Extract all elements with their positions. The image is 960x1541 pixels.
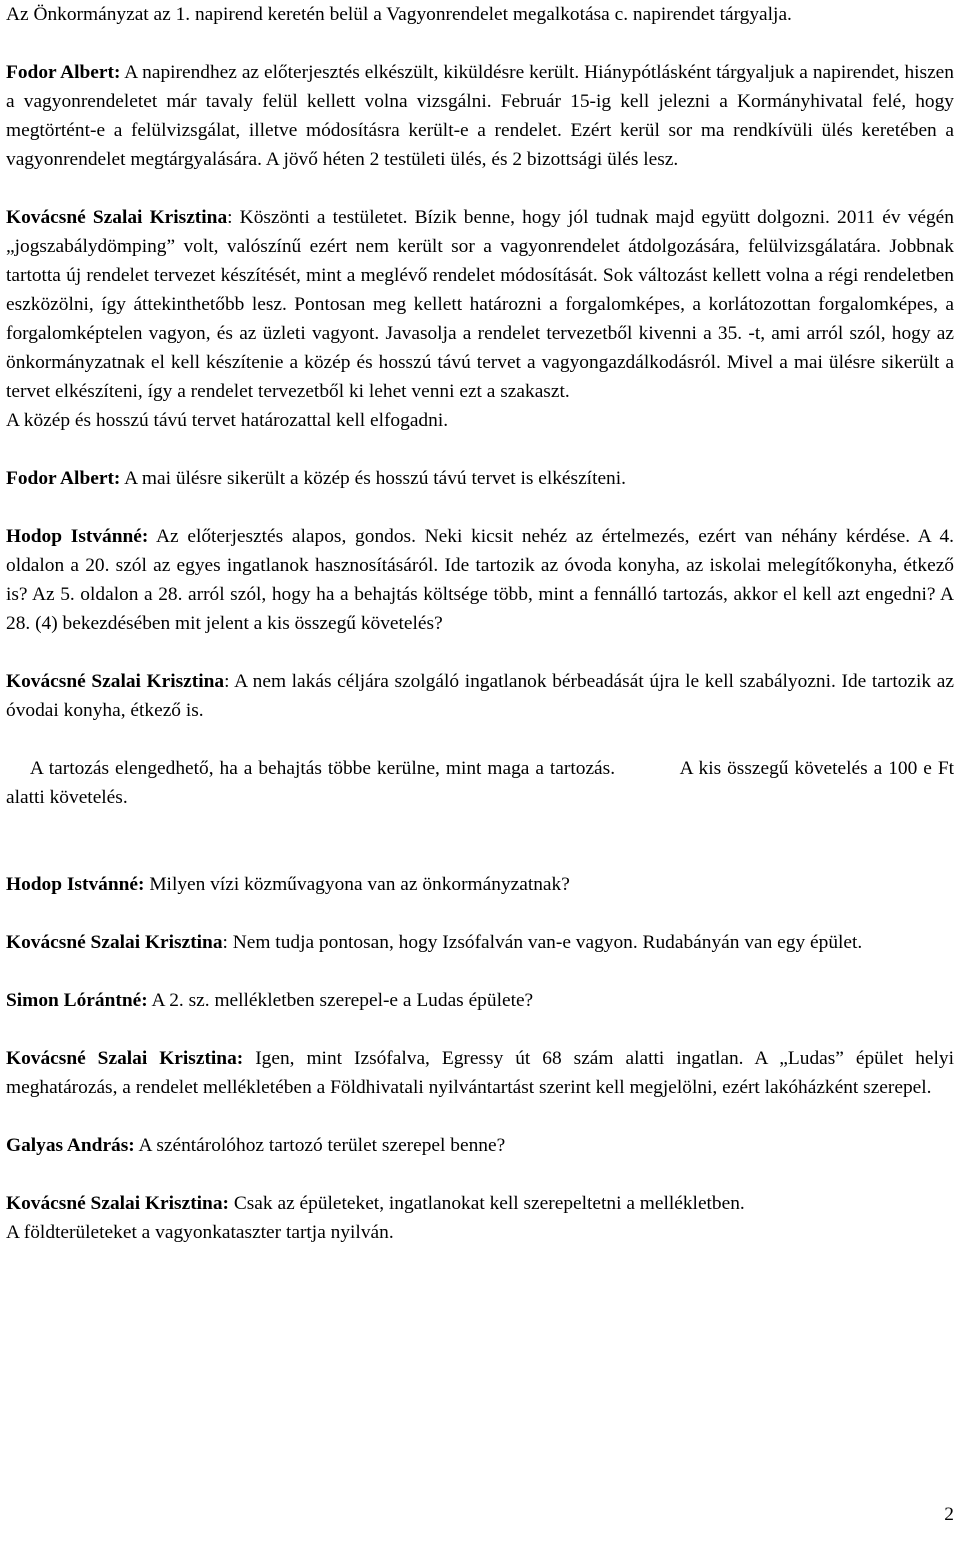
paragraph-kovacsne-4	[6, 1044, 954, 1102]
paragraph-galyas	[6, 1131, 954, 1160]
speaker-name: Fodor Albert:	[6, 62, 121, 83]
paragraph-text: Milyen vízi közművagyona van az önkormányzatnak?	[144, 874, 570, 895]
paragraph-text: A 2. sz. mellékletben szerepel-e a Ludas épülete?	[147, 990, 534, 1011]
paragraph-simon	[6, 986, 954, 1015]
paragraph-hodop-1	[6, 522, 954, 638]
speaker-name: Kovácsné Szalai Krisztina	[6, 207, 228, 228]
paragraph-fodor-1	[6, 58, 954, 174]
speaker-name: Simon Lórántné:	[6, 990, 148, 1011]
page-number: 2	[944, 1504, 954, 1525]
speaker-name: Fodor Albert:	[6, 468, 121, 489]
paragraph-kovacsne-1-extra	[6, 406, 954, 435]
paragraph-text: A mai ülésre sikerült a közép és hosszú távú tervet is elkészíteni.	[120, 468, 626, 489]
paragraph-text: : Nem tudja pontosan, hogy Izsófalván van-e vagyon. Rudabányán van egy épület.	[222, 932, 863, 953]
paragraph-text: Igen, mint Izsófalva, Egressy út 68 szám alatti ingatlan. A „Ludas” épület helyi meghatározás, a rendelet mellékletében a Földhivatali nyilvántartást szerint kell megjelölni, ezért lakóházként szerepel.	[6, 1048, 955, 1098]
document-page	[6, 0, 959, 1247]
paragraph-kovacsne-5-extra	[6, 1218, 954, 1247]
paragraph-kovacsne-5	[6, 1189, 954, 1218]
paragraph-kovacsne-2-extra	[6, 725, 959, 841]
speaker-name: Hodop Istvánné:	[6, 874, 145, 895]
speaker-name: Kovácsné Szalai Krisztina	[6, 671, 225, 692]
paragraph-intro	[6, 0, 954, 29]
paragraph-fodor-2	[6, 464, 954, 493]
paragraph-kovacsne-2	[6, 667, 954, 725]
speaker-name: Galyas András:	[6, 1135, 135, 1156]
paragraph-kovacsne-3	[6, 928, 954, 957]
speaker-name: Kovácsné Szalai Krisztina:	[6, 1048, 244, 1069]
speaker-name: Kovácsné Szalai Krisztina	[6, 932, 223, 953]
paragraph-text: Az előterjesztés alapos, gondos. Neki kicsit nehéz az értelmezés, ezért van néhány kérdése. A 4. oldalon a 20. szól az egyes ingatlanok hasznosításáról. Ide tartozik az óvoda konyha, az iskolai melegítőkonyha, étkező is? Az 5. oldalon a 28. arról szól, hogy ha a behajtás költsége több, mint a fennálló tartozás, akkor el kell azt engedni? A 28. (4) bekezdésében mit jelent a kis összegű követelés?	[6, 526, 954, 634]
paragraph-text: A földterületeket a vagyonkataszter tartja nyilván.	[6, 1222, 394, 1243]
paragraph-text: : A nem lakás céljára szolgáló ingatlanok bérbeadását újra le kell szabályozni. Ide tartozik az óvodai konyha, étkező is.	[6, 671, 954, 721]
paragraph-text: Az Önkormányzat az 1. napirend keretén belül a Vagyonrendelet megalkotása c. napirendet tárgyalja.	[6, 4, 792, 25]
paragraph-text: A közép és hosszú távú tervet határozattal kell elfogadni.	[6, 410, 449, 431]
speaker-name: Kovácsné Szalai Krisztina:	[6, 1193, 229, 1214]
paragraph-text: : Köszönti a testületet. Bízik benne, hogy jól tudnak majd együtt dolgozni. 2011 év végén „jogszabálydömping” volt, valószínű ezért nem került sor a vagyonrendelet átdolgozására, felülvizsgálatára. Jobbnak tartotta új rendelet tervezet készítését, mint a meglévő rendelet módosítását. Sok változást kellett volna a régi rendeletben eszközölni, így áttekinthetőbb lesz. Pontosan meg kellett határozni a forgalomképes, a korlátozottan forgalomképes, a forgalomképtelen vagyon, és az üzleti vagyont. Javasolja a rendelet tervezetből kivenni a 35. -t, ami arról szól, hogy az önkormányzatnak el kell készítenie a közép és hosszú távú tervet a vagyongazdálkodásról. Mivel a mai ülésre sikerült a tervet elkészíteni, így a rendelet tervezetből ki lehet venni ezt a szakaszt.	[6, 207, 954, 402]
paragraph-text: Csak az épületeket, ingatlanokat kell szerepeltetni a mellékletben.	[228, 1193, 745, 1214]
paragraph-kovacsne-1	[6, 203, 954, 406]
speaker-name: Hodop Istvánné:	[6, 526, 149, 547]
paragraph-hodop-2	[6, 870, 954, 899]
paragraph-text: A tartozás elengedhető, ha a behajtás többe kerülne, mint maga a tartozás. A kis összegű követelés a 100 e Ft alatti követelés.	[6, 758, 959, 808]
paragraph-text: A napirendhez az előterjesztés elkészült, kiküldésre került. Hiánypótlásként tárgyaljuk a napirendet, hiszen a vagyonrendeletet már tavaly felül kellett volna vizsgálni. Február 15-ig kell jelezni a Kormányhivatal felé, hogy megtörtént-e a felülvizsgálat, illetve módosításra került-e a rendelet. Ezért kerül sor ma rendkívüli ülés keretében a vagyonrendelet megtárgyalására. A jövő héten 2 testületi ülés, és 2 bizottsági ülés lesz.	[6, 62, 954, 170]
paragraph-text: A széntárolóhoz tartozó terület szerepel benne?	[134, 1135, 506, 1156]
